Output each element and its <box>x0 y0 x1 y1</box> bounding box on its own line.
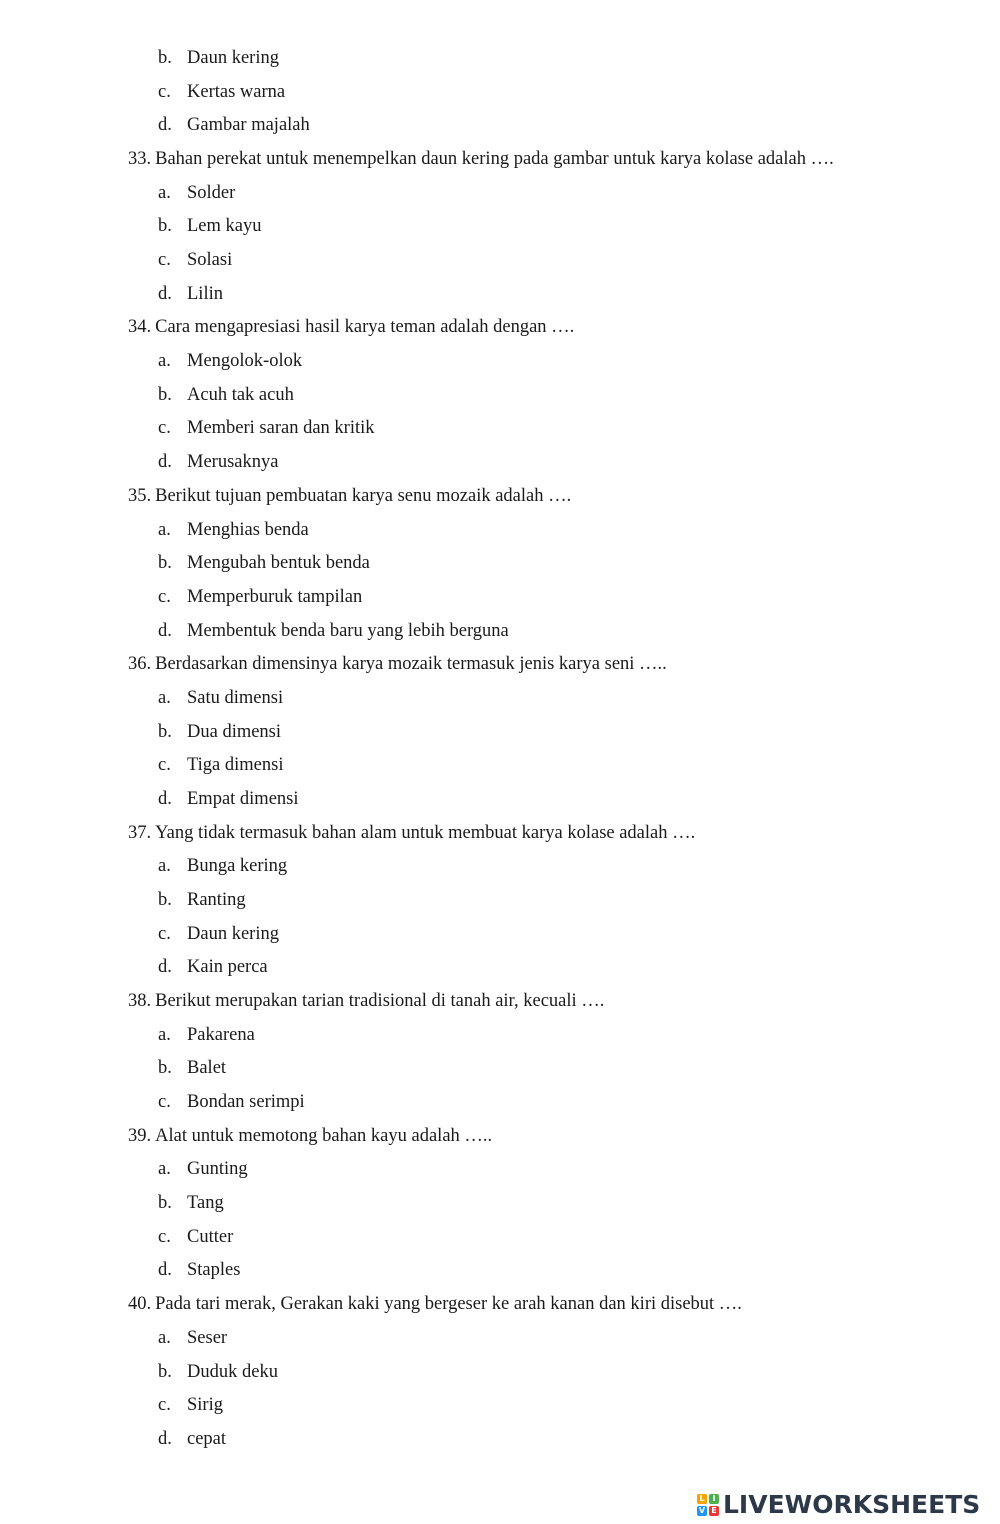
option-letter: d. <box>158 1428 172 1449</box>
answer-option <box>158 889 246 911</box>
option-letter: b. <box>158 1361 172 1382</box>
answer-option <box>158 350 302 372</box>
option-letter: d. <box>158 115 172 136</box>
option-text: Membentuk benda baru yang lebih berguna <box>187 620 509 641</box>
option-letter: a. <box>158 1024 171 1045</box>
question-text: Pada tari merak, Gerakan kaki yang bergeser ke arah kanan dan kiri disebut …. <box>155 1294 742 1315</box>
answer-option <box>158 788 299 810</box>
answer-option <box>158 1394 223 1416</box>
option-letter: a. <box>158 856 171 877</box>
question-number: 37. <box>128 822 152 843</box>
liveworksheets-logo-icon <box>697 1494 719 1516</box>
option-text: Gambar majalah <box>187 115 310 136</box>
answer-option <box>158 47 279 69</box>
option-letter: d. <box>158 1260 172 1281</box>
option-letter: d. <box>158 283 172 304</box>
logo-mark-tile: L <box>697 1494 707 1504</box>
option-text: Dua dimensi <box>187 721 282 742</box>
option-text: Bondan serimpi <box>187 1092 305 1113</box>
answer-option <box>158 215 262 237</box>
answer-option <box>158 1024 255 1046</box>
answer-option <box>158 754 283 776</box>
answer-option <box>158 182 235 204</box>
option-text: Cutter <box>187 1226 234 1247</box>
answer-option <box>158 1192 224 1214</box>
answer-option <box>158 923 279 945</box>
option-letter: a. <box>158 519 171 540</box>
option-letter: b. <box>158 384 172 405</box>
option-letter: c. <box>158 923 171 944</box>
question-number: 39. <box>128 1125 152 1146</box>
liveworksheets-watermark <box>697 1489 980 1521</box>
question-item <box>128 1293 742 1315</box>
answer-option <box>158 855 287 877</box>
answer-option <box>158 81 285 103</box>
question-item <box>128 822 695 844</box>
question-item <box>128 485 571 507</box>
option-text: Daun kering <box>187 923 279 944</box>
question-item <box>128 316 574 338</box>
question-text: Alat untuk memotong bahan kayu adalah ….. <box>155 1125 493 1146</box>
answer-option <box>158 687 283 709</box>
answer-option <box>158 1327 227 1349</box>
option-letter: d. <box>158 452 172 473</box>
option-letter: a. <box>158 351 171 372</box>
option-text: Solasi <box>187 250 233 271</box>
question-number: 38. <box>128 991 152 1012</box>
option-letter: b. <box>158 216 172 237</box>
option-letter: b. <box>158 1193 172 1214</box>
answer-option <box>158 519 309 541</box>
option-letter: b. <box>158 721 172 742</box>
option-letter: b. <box>158 1058 172 1079</box>
question-number: 36. <box>128 654 152 675</box>
option-letter: c. <box>158 250 171 271</box>
option-letter: b. <box>158 890 172 910</box>
option-letter: b. <box>158 553 172 574</box>
question-text: Bahan perekat untuk menempelkan daun kering pada gambar untuk karya kolase adalah …. <box>155 149 834 170</box>
answer-option <box>158 620 509 642</box>
option-letter: a. <box>158 687 171 708</box>
option-text: Daun kering <box>187 48 279 68</box>
question-item <box>128 1125 492 1147</box>
question-text: Yang tidak termasuk bahan alam untuk membuat karya kolase adalah …. <box>155 822 696 843</box>
option-text: Empat dimensi <box>187 788 299 809</box>
question-number: 40. <box>128 1294 152 1315</box>
option-letter: c. <box>158 1092 171 1113</box>
option-text: Tiga dimensi <box>187 755 284 776</box>
question-text: Cara mengapresiasi hasil karya teman adalah dengan …. <box>155 317 575 338</box>
question-number: 34. <box>128 317 152 338</box>
logo-mark-tile: I <box>709 1494 719 1504</box>
answer-option <box>158 586 362 608</box>
answer-option <box>158 1091 305 1113</box>
option-text: Staples <box>187 1260 241 1281</box>
option-letter: b. <box>158 48 172 68</box>
answer-option <box>158 721 281 743</box>
option-letter: c. <box>158 81 171 102</box>
answer-option <box>158 384 294 406</box>
question-item <box>128 990 604 1012</box>
option-text: Tang <box>187 1193 224 1214</box>
option-letter: a. <box>158 1159 171 1180</box>
option-text: Lem kayu <box>187 216 262 237</box>
logo-mark-tile: V <box>698 1506 706 1515</box>
option-letter: c. <box>158 586 171 607</box>
answer-option <box>158 1158 248 1180</box>
option-text: Seser <box>187 1327 228 1348</box>
answer-option <box>158 1226 233 1248</box>
option-text: Memperburuk tampilan <box>187 586 363 607</box>
option-letter: d. <box>158 957 172 978</box>
option-letter: d. <box>158 788 172 809</box>
option-text: Memberi saran dan kritik <box>187 418 375 439</box>
option-text: Menghias benda <box>187 519 309 540</box>
option-text: Sirig <box>187 1395 223 1416</box>
answer-option <box>158 283 223 305</box>
option-text: Mengolok-olok <box>187 351 303 372</box>
option-text: Gunting <box>187 1159 248 1180</box>
answer-option <box>158 552 370 574</box>
option-text: Balet <box>187 1058 227 1079</box>
answer-option <box>158 249 232 271</box>
answer-option <box>158 417 375 439</box>
answer-option <box>158 1057 226 1079</box>
option-text: Kain perca <box>187 957 268 978</box>
question-item <box>128 148 834 170</box>
option-text: cepat <box>187 1428 227 1449</box>
option-text: Satu dimensi <box>187 687 284 708</box>
option-text: Kertas warna <box>187 81 286 102</box>
question-number: 35. <box>128 485 152 506</box>
answer-option <box>158 956 268 978</box>
question-item <box>128 653 667 675</box>
option-letter: c. <box>158 1226 171 1247</box>
option-letter: a. <box>158 182 171 203</box>
question-number: 33. <box>128 149 152 170</box>
option-text: Pakarena <box>187 1024 255 1045</box>
answer-option <box>158 114 310 136</box>
option-text: Mengubah bentuk benda <box>187 553 370 574</box>
option-text: Bunga kering <box>187 856 288 877</box>
option-text: Duduk deku <box>187 1361 278 1382</box>
answer-option <box>158 1259 240 1281</box>
option-text: Solder <box>187 182 236 203</box>
answer-option <box>158 1361 278 1383</box>
answer-option <box>158 451 278 473</box>
watermark-text: LIVEWORKSHEETS <box>723 1490 981 1519</box>
logo-mark-tile: E <box>709 1506 719 1516</box>
option-letter: c. <box>158 418 171 439</box>
option-text: Lilin <box>187 283 223 304</box>
option-text: Merusaknya <box>187 452 279 473</box>
option-letter: a. <box>158 1327 171 1348</box>
question-text: Berikut merupakan tarian tradisional di tanah air, kecuali …. <box>155 991 605 1012</box>
question-text: Berikut tujuan pembuatan karya senu mozaik adalah …. <box>155 485 572 506</box>
option-letter: d. <box>158 620 172 641</box>
answer-option <box>158 1428 226 1450</box>
option-text: Ranting <box>187 890 246 910</box>
question-text: Berdasarkan dimensinya karya mozaik termasuk jenis karya seni ….. <box>155 654 667 675</box>
option-text: Acuh tak acuh <box>187 384 294 405</box>
option-letter: c. <box>158 755 171 776</box>
option-letter: c. <box>158 1395 171 1416</box>
